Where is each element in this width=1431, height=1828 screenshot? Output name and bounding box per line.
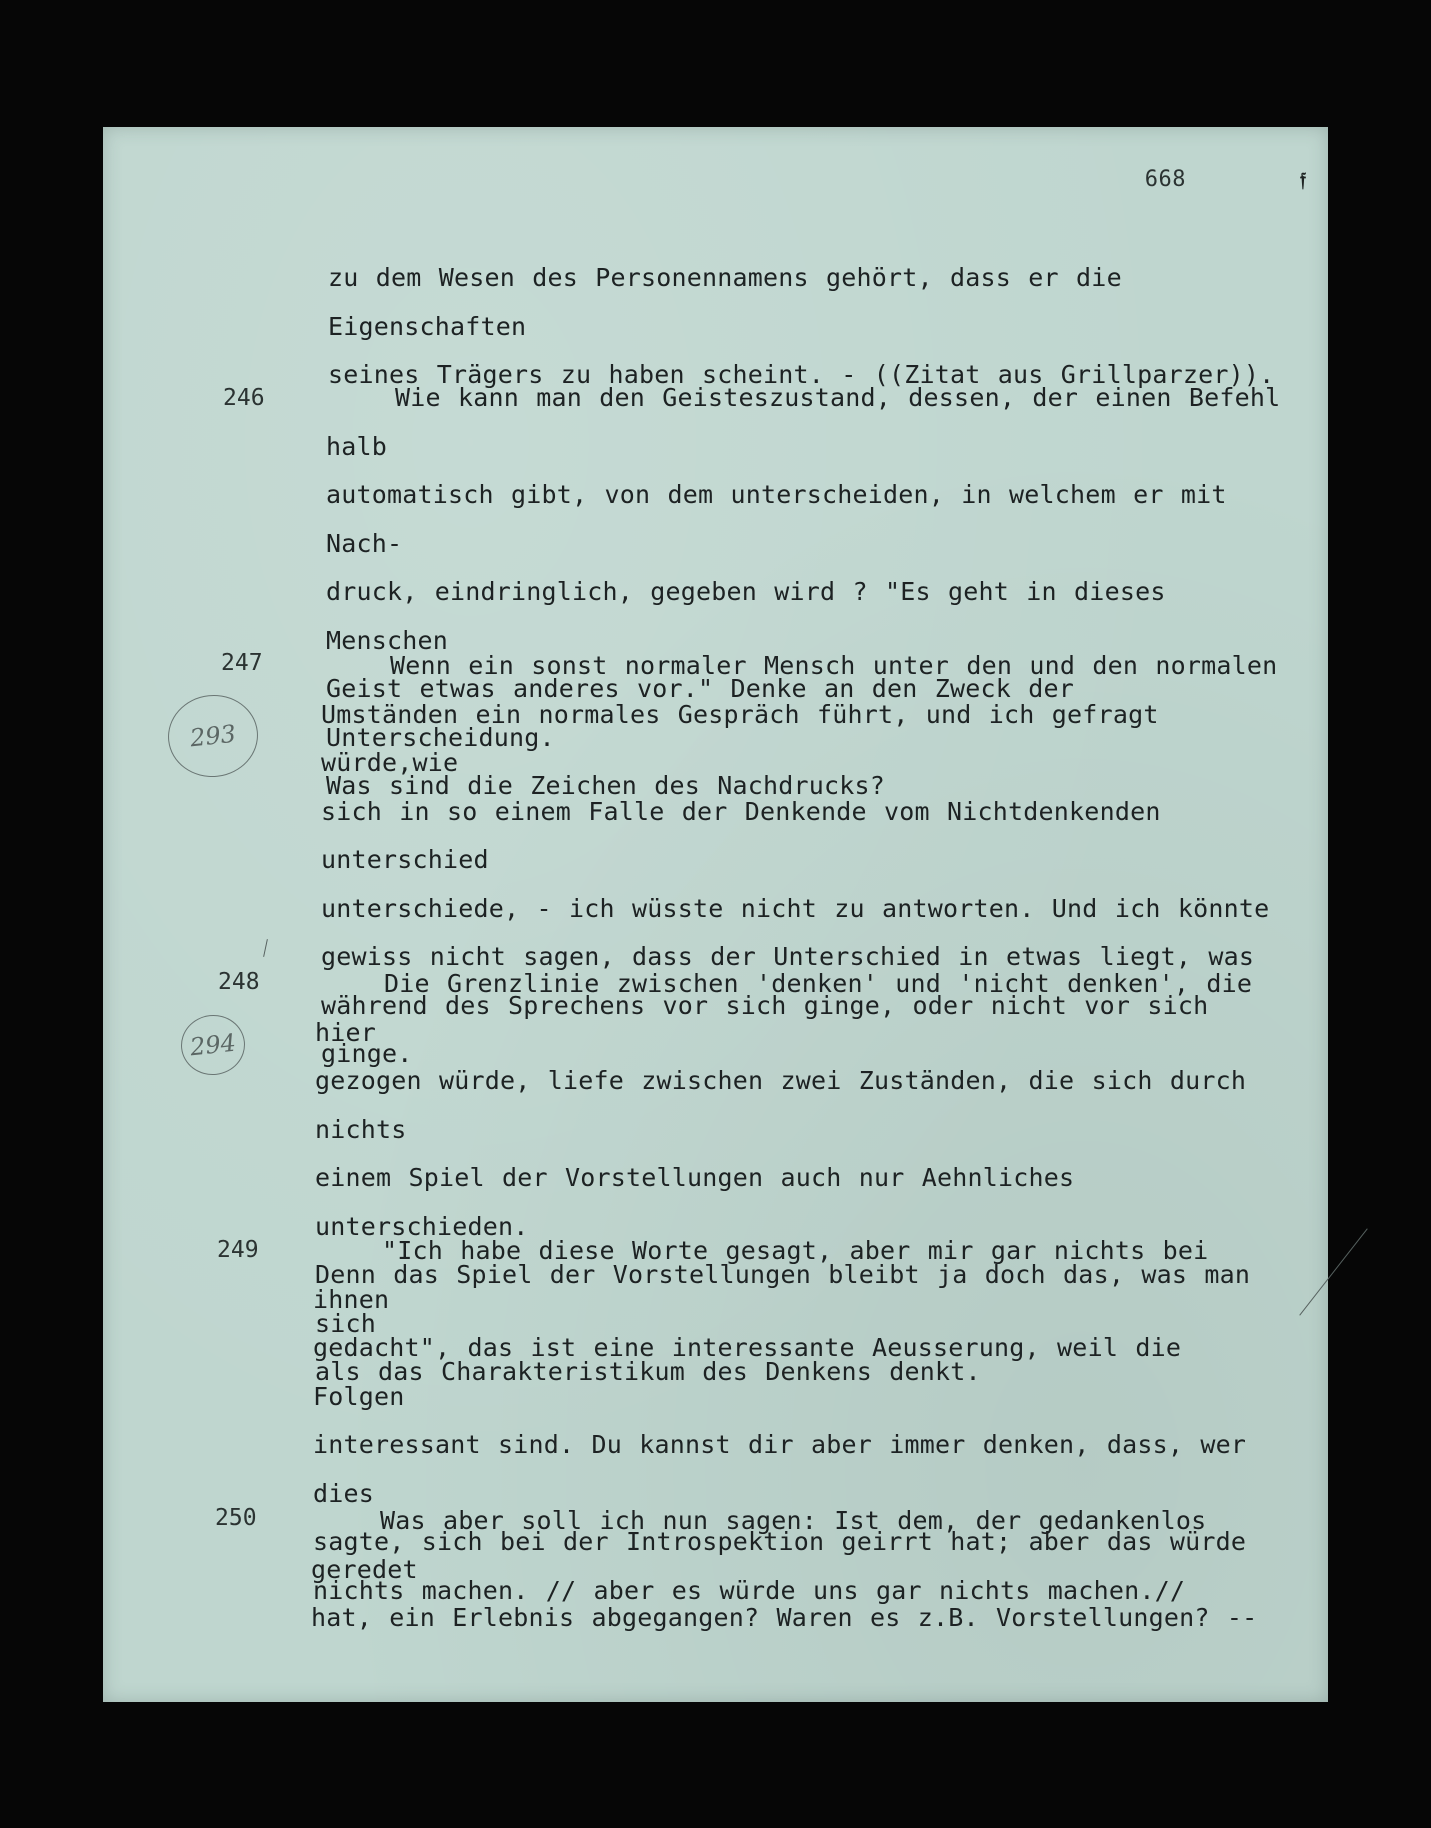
paragraph-249-text: "Ich habe diese Worte gesagt, aber mir gar nichts bei ihnen gedacht", das ist eine interessante Aeusserung, weil die Folgen interessant sind. Du kannst dir aber immer denken, dass, wer dies sagte, sich bei der Introspektion geirrt hat; aber das würde nichts machen. // aber es würde uns gar nichts machen.//: [313, 1236, 1247, 1605]
paragraph-number-246: 246: [223, 385, 265, 411]
paragraph-246-text: Wie kann man den Geisteszustand, dessen, der einen Befehl halb automatisch gibt, von dem unterscheiden, in welchem er mit Nach- druck, eindringlich, gegeben wird ? "Es geht in dieses Menschen Geist etwas anderes vor." Denke an den Zweck der Unterscheidung. Was sind die Zeichen des Nachdrucks?: [326, 383, 1281, 800]
paragraph-247-text: Wenn ein sonst normaler Mensch unter den und den normalen Umständen ein normales Gespräch führt, und ich gefragt würde,wie sich in so einem Falle der Denkende vom Nichtdenkenden unterschied unterschiede, - ich wüsste nicht zu antworten. Und ich könnte gewiss nicht sagen, dass der Unterschied in etwas liegt, was während des Sprechens vor sich ginge, oder nicht vor sich ginge.: [321, 651, 1278, 1068]
archive-stamp-294: 294: [178, 1012, 248, 1078]
margin-pen-mark: [1299, 1228, 1368, 1315]
paragraph-number-248: 248: [218, 969, 260, 995]
paragraph-number-250: 250: [215, 1505, 257, 1531]
paragraph-number-247: 247: [221, 650, 263, 676]
paragraph-248-text: Die Grenzlinie zwischen 'denken' und 'nicht denken', die hier gezogen würde, liefe zwischen zwei Zuständen, die sich durch nichts einem Spiel der Vorstellungen auch nur Aehnliches unterschieden. Denn das Spiel der Vorstellungen bleibt ja doch das, was man sich als das Charakteristikum des Denkens denkt.: [315, 969, 1253, 1386]
margin-tick-mark: [263, 939, 268, 957]
paragraph-number-249: 249: [217, 1237, 259, 1263]
paragraph-continuation-text: zu dem Wesen des Personennamens gehört, dass er die Eigenschaften seines Trägers zu haben scheint. - ((Zitat aus Grillparzer)).: [328, 263, 1275, 389]
archive-stamp-293: 293: [164, 691, 262, 782]
typescript-page: [103, 127, 1328, 1702]
paragraph-250-text: Was aber soll ich nun sagen: Ist dem, der gedankenlos geredet hat, ein Erlebnis abgegangen? Waren es z.B. Vorstellungen? --: [311, 1506, 1258, 1632]
page-number: 668: [1144, 167, 1186, 192]
corner-mark: 𝔣: [1300, 167, 1306, 191]
